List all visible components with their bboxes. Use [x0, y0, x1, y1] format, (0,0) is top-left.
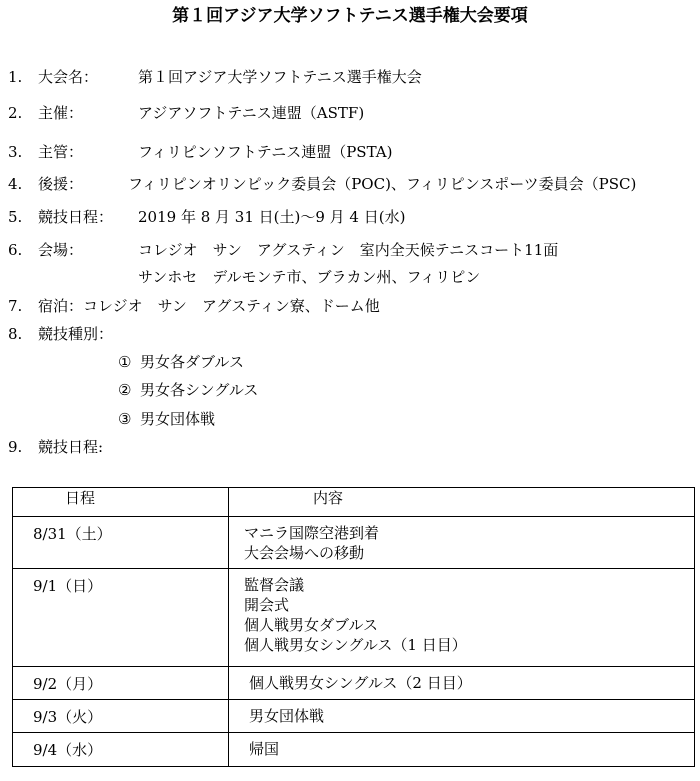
item-number: 6. [8, 241, 23, 259]
schedule-date: 9/4（水） [13, 733, 229, 767]
schedule-line: 帰国 [249, 740, 280, 758]
event-team: 男女団体戦 [140, 410, 216, 428]
item-label-host: 主管： [38, 143, 84, 161]
item-value-sponsor: フィリピンオリンピック委員会（POC)、フィリピンスポーツ委員会（PSC) [128, 175, 637, 193]
schedule-line: 男女団体戦 [249, 707, 325, 725]
item-label-accommodation: 宿泊：コレジオ サン アグスティン寮、ドーム他 [38, 297, 380, 315]
page-title: 第１回アジア大学ソフトテニス選手権大会要項 [172, 6, 528, 26]
schedule-content [229, 733, 695, 767]
item-number: 5. [8, 208, 23, 226]
table-row [13, 667, 695, 700]
item-number: 3. [8, 143, 23, 161]
schedule-date: 9/2（月） [13, 667, 229, 700]
schedule-content [229, 517, 695, 569]
item-label-venue: 会場： [38, 241, 84, 259]
event-marker: ③ [118, 410, 132, 428]
item-value-organizer: アジアソフトテニス連盟（ASTF) [138, 104, 365, 122]
schedule-header-row [13, 488, 695, 517]
event-doubles: 男女各ダブルス [140, 353, 244, 371]
event-marker: ② [118, 381, 132, 399]
schedule-line: 開会式 [244, 596, 290, 614]
item-number: 7. [8, 297, 23, 315]
item-value-venue: コレジオ サン アグスティン 室内全天候テニスコート11面 [138, 241, 559, 259]
schedule-line: 個人戦男女ダブルス [244, 616, 378, 634]
item-number: 9. [8, 438, 23, 456]
item-value-tournament-name: 第１回アジア大学ソフトテニス選手権大会 [138, 68, 422, 86]
schedule-date: 9/1（日） [13, 569, 229, 667]
item-label-schedule: 競技日程: [38, 438, 104, 456]
schedule-table [12, 487, 695, 767]
schedule-date: 8/31（土） [13, 517, 229, 569]
schedule-line: 個人戦男女シングルス（1 日目） [244, 636, 467, 654]
table-row [13, 569, 695, 667]
schedule-line: 個人戦男女シングルス（2 日目） [249, 674, 472, 692]
item-label-organizer: 主催： [38, 104, 84, 122]
item-number: 8. [8, 325, 23, 343]
schedule-line: マニラ国際空港到着 [244, 524, 380, 542]
item-label-tournament-name: 大会名： [38, 68, 99, 86]
schedule-content [229, 569, 695, 667]
item-value-venue-address: サンホセ デルモンテ市、ブラカン州、フィリピン [138, 268, 481, 286]
item-label-dates: 競技日程： [38, 208, 114, 226]
item-number: 1. [8, 68, 23, 86]
event-marker: ① [118, 353, 132, 371]
table-row [13, 700, 695, 733]
schedule-content [229, 667, 695, 700]
schedule-line: 大会会場への移動 [244, 544, 365, 562]
schedule-line: 監督会議 [244, 576, 305, 594]
table-row [13, 733, 695, 767]
item-number: 4. [8, 175, 23, 193]
item-label-events: 競技種別： [38, 325, 114, 343]
schedule-date: 9/3（火） [13, 700, 229, 733]
table-row [13, 517, 695, 569]
item-number: 2. [8, 104, 23, 122]
item-label-sponsor: 後援： [38, 175, 84, 193]
schedule-header-content: 内容 [229, 488, 695, 517]
item-value-dates: 2019 年 8 月 31 日(土)〜9 月 4 日(水) [138, 208, 406, 226]
schedule-content [229, 700, 695, 733]
schedule-header-date: 日程 [13, 488, 229, 517]
event-singles: 男女各シングルス [140, 381, 259, 399]
item-value-host: フィリピンソフトテニス連盟（PSTA) [138, 143, 393, 161]
